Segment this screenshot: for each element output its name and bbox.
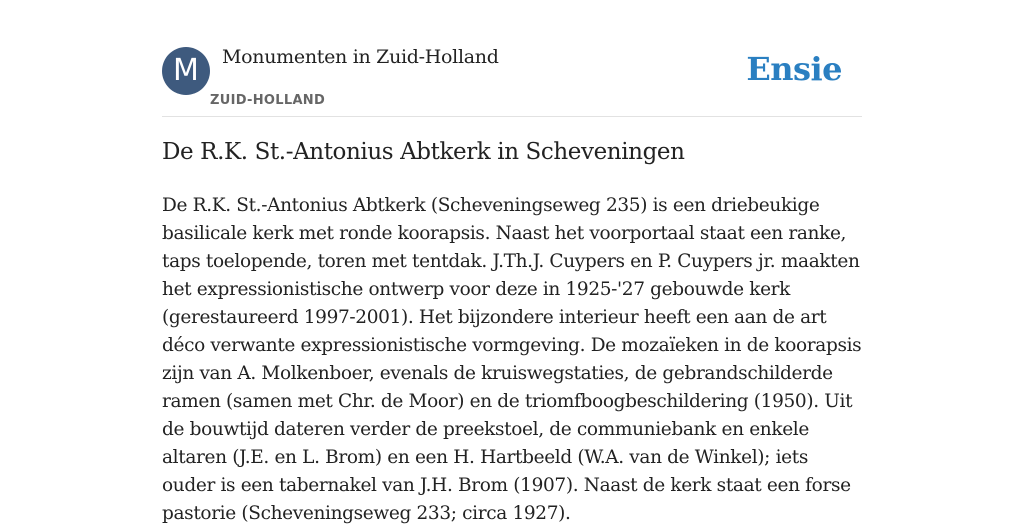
brand-logo[interactable]: Ensie xyxy=(746,50,842,88)
avatar[interactable]: M xyxy=(162,47,210,95)
article-body: De R.K. St.-Antonius Abtkerk (Scheveningseweg 235) is een driebeukige basilicale kerk met ronde koorapsis. Naast het voorportaal staat een ranke, taps toelopende, toren met tentdak. J.Th.J. Cuypers en P. Cuypers jr. maakten het expressionistische ontwerp voor deze in 1925-'27 gebouwde kerk (gerestaureerd 1997-2001). Het bijzondere interieur heeft een aan de art déco verwante expressionistische vormgeving. De mozaïeken in de koorapsis zijn van A. Molkenboer, evenals de kruiswegstaties, de gebrandschilderde ramen (samen met Chr. de Moor) en de triomfboogbeschildering (1950). Uit de bouwtijd dateren verder de preekstoel, de communiebank en enkele altaren (J.E. en L. Brom) en een H. Hartbeeld (W.A. van de Winkel); iets ouder is een tabernakel van J.H. Brom (1907). Naast de kerk staat een forse pastorie (Scheveningseweg 233; circa 1927). xyxy=(162,195,862,524)
collection-subtitle: ZUID-HOLLAND xyxy=(210,93,326,108)
article-title: De R.K. St.-Antonius Abtkerk in Scheveningen xyxy=(162,139,685,165)
page-header xyxy=(162,44,862,117)
collection-title-link[interactable]: Monumenten in Zuid-Holland xyxy=(222,46,499,68)
